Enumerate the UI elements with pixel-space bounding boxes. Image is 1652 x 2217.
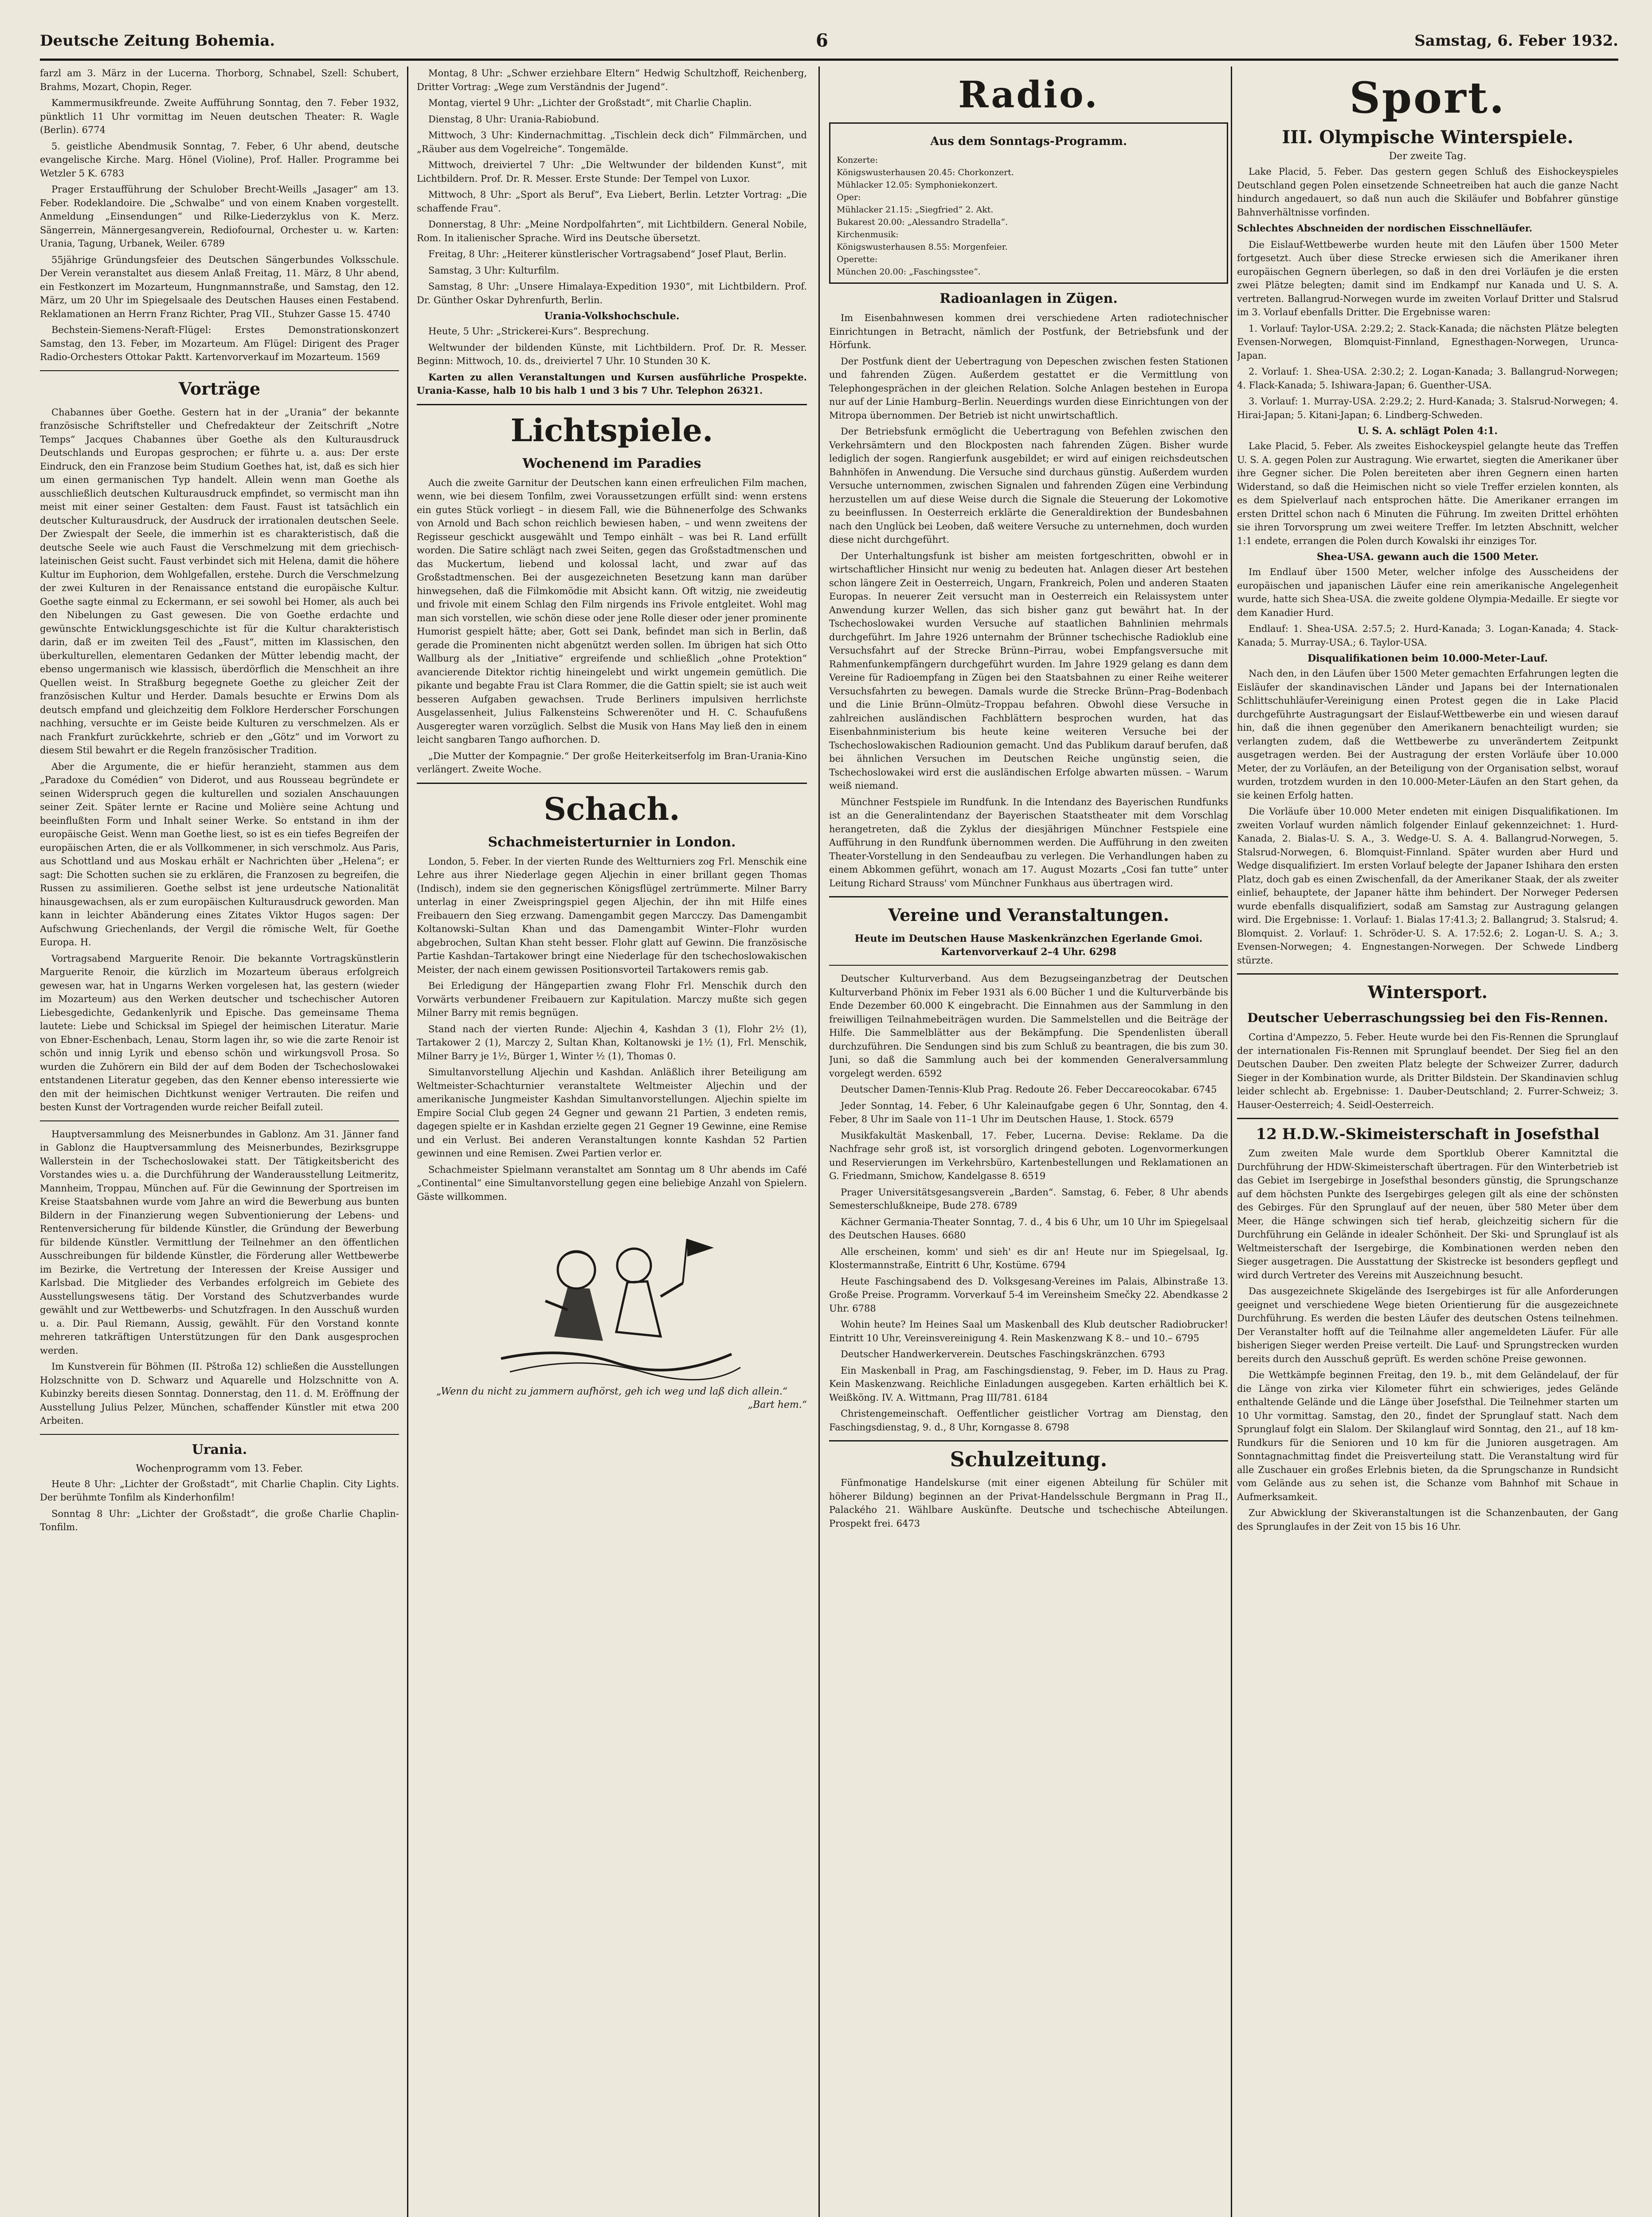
result-line: 3. Vorlauf: 1. Murray-USA. 2:29.2; 2. Hurd-Kanada; 3. Stalsrud-Norwegen; 4. Hirai-Japan; 5. Kitani-Japan; 6. Lindberg-Schweden.	[1237, 396, 1618, 420]
article-paragraph: Die Vorläufe über 10.000 Meter endeten mit einigen Disqualifikationen. Im zweiten Vorlauf wurden nämlich folgender Einlauf gekennzeichnet: 1. Hurd-Kanada, 2. Bialas-U. S. A., 3. Wedge-U. S. A. 4. Ballangrud-Norwegen, 5. Stalsrud-Norwegen, 6. Blomquist-Finnland. Später wurden aber Hurd und Wedge disqualifiziert. Im ersten Vorlauf belegte der Japaner Ishihara den ersten Platz, doch gab es einen Zwischenfall, da der Amerikaner Staak, der als zweiter einlief, behauptete, der Japaner hätte ihm behindert. Der Norweger Pedersen wurde ebenfalls disqualifiziert, sodaß am Samstag zur Austragung gelangen wird. Die Ergebnisse: 1. Vorlauf: 1. Bialas 17:41.3; 2. Ballangrud; 3. Stalsrud; 4. Blomquist. 2. Vorlauf: 1. Schröder-U. S. A. 17:52.6; 2. Logan-U. S. A.; 3. Evensen-Norwegen; 4. Engnestangen-Norwegen. Der Schwede Lindberg stürzte.	[1237, 806, 1618, 966]
newspaper-name: Deutsche Zeitung Bohemia.	[40, 32, 275, 50]
program-entry: Heute 8 Uhr: „Lichter der Großstadt“, mit Charlie Chaplin. City Lights. Der berühmte Tonfilm als Kinderhonfilm!	[40, 1478, 399, 1503]
notice: Kammermusikfreunde. Zweite Aufführung Sonntag, den 7. Feber 1932, pünktlich 11 Uhr vormittag im Neuen deutschen Theater: R. Wagle (Berlin). 6774	[40, 98, 399, 135]
notice: Ein Maskenball in Prag, am Faschingsdienstag, 9. Feber, im D. Haus zu Prag. Kein Maskenzwang. Reichliche Einladungen ausgegeben. Karten erhältlich bei K. Weißköng. IV. A. Wittmann, Prag III/781. 6184	[829, 1365, 1228, 1403]
wintersport-headline: Deutscher Ueberraschungssieg bei den Fis-Rennen.	[1247, 1011, 1608, 1025]
program-entry: Weltwunder der bildenden Künste, mit Lichtbildern. Prof. Dr. R. Messer. Beginn: Mittwoch, 10. ds., dreiviertel 7 Uhr. 10 Stunden 30 K.	[417, 342, 807, 366]
divider	[1237, 1118, 1618, 1119]
article-paragraph: Zur Abwicklung der Skiveranstaltungen ist die Schanzenbauten, der Gang des Sprunglaufes in der Zeit von 15 bis 16 Uhr.	[1237, 1508, 1618, 1532]
masthead	[40, 27, 1618, 61]
box-line: Bukarest 20.00: „Alessandro Stradella“.	[837, 217, 1008, 227]
column-rule	[407, 67, 408, 2217]
column-4	[1237, 67, 1618, 2217]
box-line: Mühlacker 12.05: Symphoniekonzert.	[837, 180, 998, 190]
notice: Deutscher Kulturverband. Aus dem Bezugseinganzbetrag der Deutschen Kulturverband Phönix im Feber 1931 als 6.00 Bücher 1 und die Kulturverbände bis Ende Dezember 60.000 K eingebracht. Die Einnahmen aus der Sammlung in den freiwilligen Teilnahmebeiträgen wurden. Die Sammelstellen und die Beiträge der Hilfe. Die Sammelblätter aus der Bekämpfung. Die Spendenlisten überall durchzuführen. Die Sendungen sind bis zum Schluß zu beantragen, die bis zum 30. Juni, so daß die Sammlung auch bei der kommenden Generalversammlung vorgelegt werden. 6592	[829, 973, 1228, 1079]
program-entry: Donnerstag, 8 Uhr: „Meine Nordpolfahrten“, mit Lichtbildern. General Nobile, Rom. In italienischer Sprache. Wird ins Deutsche übersetzt.	[417, 219, 807, 243]
program-entry: Samstag, 8 Uhr: „Unsere Himalaya-Expedition 1930“, mit Lichtbildern. Prof. Dr. Günther Oskar Dyhrenfurth, Berlin.	[417, 281, 807, 306]
subheading: U. S. A. schlägt Polen 4:1.	[1358, 425, 1498, 437]
article-paragraph: Lake Placid, 5. Feber. Das gestern gegen Schluß des Eishockeyspieles Deutschland gegen Polen einsetzende Schneetreiben hat auch die ganze Nacht hindurch angedauert, so daß nun auch die Skiläufer und Bobfahrer günstige Bahnverhältnisse vorfinden.	[1237, 166, 1618, 218]
article-paragraph: Der Postfunk dient der Uebertragung von Depeschen zwischen festen Stationen und fahrenden Zügen. Außerdem gestattet er die Vermittlung von Telephongesprächen in der gleichen Relation. Solche Anlagen bestehen in Europa nur auf der Linie Hamburg–Berlin. Neuerdings wurden diese Einrichtungen von der Mitropa übernommen. Der Betrieb ist nicht unwirtschaftlich.	[829, 356, 1228, 421]
subheading: Schlechtes Abschneiden der nordischen Eisschnelläufer.	[1237, 223, 1533, 234]
column-2	[417, 67, 807, 2217]
box-line: Oper:	[837, 192, 861, 202]
notice: Bechstein-Siemens-Neraft-Flügel: Erstes Demonstrationskonzert Samstag, den 13. Feber, im Mozarteum. Am Flügel: Dirigent des Prager Radio-Orchesters Ottokar Paktt. Kartenvorverkauf im Mozarteum. 1569	[40, 325, 399, 362]
program-entry: Freitag, 8 Uhr: „Heiterer künstlerischer Vortragsabend“ Josef Plaut, Berlin.	[428, 249, 787, 259]
radio-article-title: Radioanlagen in Zügen.	[940, 291, 1118, 306]
article-paragraph: Stand nach der vierten Runde: Aljechin 4, Kashdan 3 (1), Flohr 2½ (1), Tartakower 2 (1), Marczy 2, Sultan Khan, Koltanowski je 1½ (1), Frl. Menschik, Milner Barry je 1½, Bürger 1, Winter ½ (1), Thomas 0.	[417, 1023, 807, 1061]
radio-program-box	[829, 122, 1228, 284]
article-paragraph: Der Betriebsfunk ermöglicht die Uebertragung von Befehlen zwischen den Verkehrsämtern und den Blockposten nach fahrenden Zügen. Bisher wurde lediglich der sogen. Rangierfunk ausgebildet; er wird auf einigen reichsdeutschen Bahnhöfen in Anwendung. Die Versuche sind durchaus günstig. Außerdem wurden Versuche unternommen, zwischen Signalen und fahrenden Zügen eine Verbindung herzustellen um auf diese Weise durch die Signale die Steuerung der Lokomotive zu beeinflussen. In Oesterreich erklärte die Generaldirektion der Bundesbahnen nach den Unglück bei Leoben, daß weitere Versuche zu unternehmen, doch wurden diese nicht durchgeführt.	[829, 426, 1228, 545]
chess-headline: Schachmeisterturnier in London.	[488, 834, 736, 850]
section-title-schach: Schach.	[544, 790, 680, 827]
section-title-vortraege: Vorträge	[178, 378, 261, 399]
notice: Alle erscheinen, komm' und sieh' es dir an! Heute nur im Spiegelsaal, Ig. Klostermannstraße, Eintritt 6 Uhr, Kostüme. 6794	[829, 1246, 1228, 1270]
notice: 5. geistliche Abendmusik Sonntag, 7. Feber, 6 Uhr abend, deutsche evangelische Kirche. Marg. Hönel (Violine), Prof. Haller. Programme bei Wetzler 5 K. 6783	[40, 141, 399, 179]
box-line: Königswusterhausen 20.45: Chorkonzert.	[837, 168, 1014, 177]
article-paragraph: Lake Placid, 5. Feber. Als zweites Eishockeyspiel gelangte heute das Treffen U. S. A. gegen Polen zur Austragung. Wie erwartet, siegten die Amerikaner über ihre Gegner sicher. Die Polen bereiteten aber ihren Gegnern einen harten Widerstand, so daß die Heimischen nicht so viele Treffer erzielen konnten, als es dem Spielverlauf nach entsprochen hätte. Die Amerikaner errangen im ersten Drittel schon nach 6 Minuten die Führung. Im zweiten Drittel erhöhten sie ihren Torvorsprung um zwei weitere Treffer. Im letzten Abschnitt, welcher 1:1 endete, errangen die Polen durch Kowalski ihr einziges Tor.	[1237, 441, 1618, 546]
notice: farzl am 3. März in der Lucerna. Thorborg, Schnabel, Szell: Schubert, Brahms, Mozart, Chopin, Reger.	[40, 68, 399, 92]
article-paragraph: Vortragsabend Marguerite Renoir. Die bekannte Vortragskünstlerin Marguerite Renoir, die kürzlich im Mozarteum überaus erfolgreich gewesen war, hat in Ungarns Werken vorgelesen hat, las gestern (wieder im Mozarteum) aus den Werken deutscher und tschechischer Autoren Liebesgedichte, Gedankenlyrik und Epische. Das gemeinsame Thema lautete: Liebe und Schicksal im Spiegel der heimischen Literatur. Marie von Ebner-Eschenbach, Lenau, Storm lagen ihr, so wie die zarte Renoir ist schön und innig Lyrik und ebenso schön und wirkungsvoll Prosa. So wurden die Zuhörern ein Bild der auf dem Boden der Tschechoslowakei entstandenen Literatur gegeben, das den Kenner ebenso interessierte wie den mit der heimischen Dichtkunst weniger Vertrauten. Die reifen und besten Kunst der Vortragenden wurde reicher Beifall zuteil.	[40, 953, 399, 1112]
section-title-sport: Sport.	[1349, 73, 1506, 123]
notice: 55jährige Gründungsfeier des Deutschen Sängerbundes Volksschule. Der Verein veranstaltet aus diesem Anlaß Freitag, 11. März, 8 Uhr abend, ein Festkonzert im Mozarteum, Hungnmannstraße, und Samstag, den 12. März, um 20 Uhr im Spiegelsaale des Deutschen Hauses einen Festabend. Reklamationen an Herrn Franz Richter, Prag VII., Stuhzer Gasse 15. 4740	[40, 254, 399, 319]
program-entry: Mittwoch, dreiviertel 7 Uhr: „Die Weltwunder der bildenden Kunst“, mit Lichtbildern. Prof. Dr. R. Messer. Erste Stunde: Der Tempel von Luxor.	[417, 160, 807, 184]
subheading: Disqualifikationen beim 10.000-Meter-Lauf.	[1308, 653, 1548, 664]
urania-subtitle: Wochenprogramm vom 13. Feber.	[136, 1463, 303, 1474]
olympics-headline: III. Olympische Winterspiele.	[1282, 127, 1574, 148]
article-paragraph: Bei Erledigung der Hängepartien zwang Flohr Frl. Menschik durch den Vorwärts verbundener Freibauern zur Kapitulation. Marczy mußte sich gegen Milner Barry mit remis begnügen.	[417, 980, 807, 1018]
notice: Kächner Germania-Theater Sonntag, 7. d., 4 bis 6 Uhr, um 10 Uhr im Spiegelsaal des Deutschen Hauses. 6680	[829, 1216, 1228, 1241]
program-entry: Sonntag 8 Uhr: „Lichter der Großstadt“, die große Charlie Chaplin-Tonfilm.	[40, 1508, 399, 1532]
result-line: Endlauf: 1. Shea-USA. 2:57.5; 2. Hurd-Kanada; 3. Logan-Kanada; 4. Stack-Kanada; 5. Murray-USA.; 6. Taylor-USA.	[1237, 623, 1618, 648]
section-title-radio: Radio.	[958, 74, 1099, 116]
notice: Prager Erstaufführung der Schulober Brecht-Weills „Jasager“ am 13. Feber. Rodeklandoire. Die „Schwalbe“ und von einem Knaben vorgestellt. Anmeldung „Einsendungen“ und Rilke-Liederzyklus von K. Merz. Sängerrein, Männergesangverein, Rediofournal, Orchester u. w. Karten: Urania, Tagung, Urbanek, Weiler. 6789	[40, 184, 399, 249]
article-paragraph: Hauptversammlung des Meisnerbundes in Gablonz. Am 31. Jänner fand in Gablonz die Hauptversammlung des Meisnerbundes, Bezirksgruppe Wallerstein in der Tschechoslowakei statt. Der Tätigkeitsbericht des Vorstandes wies u. a. die Durchführung der Wanderausstellung Leitmeritz, Mannheim, Troppau, München auf. Für die Gewinnung der Sportreisen im Kreise Staatsbahnen wurde vom Jahre an wird die Bewerbung aus bunten Bildern in der Finanzierung wegen Subventionierung der Lebens- und Rentenversicherung für bildende Künstler, die Gründung der Bewerbung für bildende Künstler. Vermittlung der Teilnehmer an den öffentlichen Ausschreibungen für bildende Künstler, die Förderung aller Wettbewerbe im Bezirke, die Vertretung der Interessen der Kreise Aussiger und Karlsbad. Die Mitglieder des Verbandes erfolgreich im Gebiete des Ausstellungswesens tätig. Der Vorstand des Schutzverbandes wurde gewählt und zur Wettbewerbs- und Schutzfragen. In den Ausschuß wurden u. a. Dir. Paul Riemann, Aussig, gewählt. Für den Vorstand konnte mehreren tatkräftigen Unterstützungen für den Dank ausgesprochen werden.	[40, 1128, 399, 1356]
program-entry: Karten zu allen Veranstaltungen und Kursen ausführliche Prospekte. Urania-Kasse, halb 10 bis halb 1 und 3 bis 7 Uhr. Telephon 26321.	[417, 371, 807, 396]
divider	[40, 1434, 399, 1435]
article-paragraph: Die Wettkämpfe beginnen Freitag, den 19. b., mit dem Geländelauf, der für die Länge von zirka vier Kilometer führt ein schwieriges, jedes Gelände enthaltende Gelände und die Länge über Josefsthal. Die Teilnehmer starten um 10 Uhr vormittag. Samstag, den 20., findet der Sprunglauf statt. Nach dem Sprunglauf folgt ein Slalom. Der Skilanglauf wird Sonntag, den 21., auf 18 km-Rundkurs für die Senioren und 10 km für die Junioren ausgetragen. Am Sonntagnachmittag findet die Preisverteilung statt. Die Veranstaltung wird für alle Zuschauer ein großes Erlebnis bieten, da die Sprungschanze in Rundsicht vom Gelände aus zu sehen ist, die Schanze vom Bahnhof mit Schaue in Aufmerksamkeit.	[1237, 1370, 1618, 1502]
result-line: 2. Vorlauf: 1. Shea-USA. 2:30.2; 2. Logan-Kanada; 3. Ballangrud-Norwegen; 4. Flack-Kanada; 5. Ishiwara-Japan; 6. Guenther-USA.	[1237, 366, 1618, 391]
article-paragraph: Münchner Festspiele im Rundfunk. In die Intendanz des Bayerischen Rundfunks ist an die Generalintendanz der Bayerischen Staatstheater mit dem Vorschlag herangetreten, daß die Zyklus der diesjährigen Münchner Festspiele eine Aufführung in den Rundfunk übernommen werden. Die Aufführung in den zweiten Theater-Vorstellung in den Sendeaufbau zu verlegen. Die Verhandlungen haben zu einem Abkommen geführt, wonach am 17. August Mozarts „Cosi fan tutte“ unter Leitung Richard Strauss' vom Münchner Funkhaus aus übertragen wird.	[829, 796, 1228, 889]
divider	[1237, 973, 1618, 975]
column-1	[40, 67, 399, 2217]
divider	[417, 404, 807, 405]
article-paragraph: Schachmeister Spielmann veranstaltet am Sonntag um 8 Uhr abends im Café „Continental“ eine Simultanvorstellung gegen eine beliebige Anzahl von Spielern. Gäste willkommen.	[417, 1164, 807, 1202]
article-paragraph: Chabannes über Goethe. Gestern hat in der „Urania“ der bekannte französische Schriftsteller und Chefredakteur der Zeitschrift „Notre Temps“ Jacques Chabannes über Goethe als den Kulturausdruck Deutschlands und Europas gesprochen; er führte u. a. aus: Der erste Eindruck, den ein Franzose beim Studium Goethes hat, ist, daß es sich hier um einen germanischen Typ handelt. Allein wenn man Goethe als ausschließlich deutschen Kulturausdruck empfindet, so vermischt man ihn meist mit einer seiner Gestalten: dem Faust. Faust ist tatsächlich ein deutscher Kulturausdruck, der Ausdruck der irrationalen deutschen Seele. Der Zwiespalt der Seele, die immerhin ist es charakteristisch, daß die deutsche Seele wie auch Faust die Verschmelzung mit dem griechisch-lateinischen Geist sucht. Faust verbindet sich mit Helena, damit die höhere Kultur im Euphorion, dem Wohlgefallen, erstehe. Durch die Verschmelzung der zwei Kulturen in der Renaissance entstand die europäische Kultur. Goethe sagte einmal zu Eckermann, er sei sowohl bei Homer, als auch bei den Nibelungen zu Gast gewesen. Die von Goethe erdachte und gewünschte Entwicklungsgeschichte ist für die Kultur charakteristisch darin, daß er im zweiten Teil des „Faust“, mitten im Klassischen, den überkulturellen, elementaren Gedanken der Mütter lebendig macht, der ebenso ungermanisch wie klassisch, überdörflich die Menschheit an ihre Quellen weist. In Straßburg begegnete Goethe zu gleicher Zeit der französischen Kultur und Herder. Damals besuchte er Erwins Dom als deutsch empfand und gleichzeitig dem Folklore Herderscher Forschungen nachhing, versuchte er im Geiste beide Kulturen zu verschmelzen. Als er nach Frankfurt zurückkehrte, schrieb er den „Götz“ und im Vorwort zu diesem Stil bewahrt er die Regeln französischer Tradition.	[40, 407, 399, 756]
program-entry: Samstag, 3 Uhr: Kulturfilm.	[428, 265, 560, 276]
issue-date: Samstag, 6. Feber 1932.	[1414, 32, 1618, 50]
divider	[829, 965, 1228, 966]
article-paragraph: Im Endlauf über 1500 Meter, welcher infolge des Ausscheidens der europäischen und japanischen Läufer eine rein amerikanische Angelegenheit wurde, hatte sich Shea-USA. die zweite goldene Olympia-Medaille. Er siegte vor dem Kanadier Hurd.	[1237, 567, 1618, 618]
notice: Musikfakultät Maskenball, 17. Feber, Lucerna. Devise: Reklame. Da die Nachfrage sehr groß ist, ist vorsorglich dringend geboten. Logenvormerkungen und Reservierungen im Verkehrsbüro, Kartenbestellungen und Reklamationen an G. Friedmann, Smichow, Kandelgasse 8. 6519	[829, 1130, 1228, 1181]
section-title-urania: Urania.	[192, 1441, 247, 1457]
cartoon-caption: „Wenn du nicht zu jammern aufhörst, geh ich weg und laß dich allein.“	[436, 1386, 788, 1397]
olympics-subheadline: Der zweite Tag.	[1389, 151, 1467, 162]
box-line: München 20.00: „Faschingsstee“.	[837, 267, 981, 277]
notice: Wohin heute? Im Heines Saal um Maskenball des Klub deutscher Radiobrucker! Eintritt 10 Uhr, Vereinsvereinigung 4. Rein Maskenzwang K 8.– und 10.– 6795	[829, 1319, 1228, 1344]
article-paragraph: Zum zweiten Male wurde dem Sportklub Oberer Kamnitztal die Durchführung der HDW-Skimeisterschaft übertragen. Für den Winterbetrieb ist das Gebiet im Isergebirge in Josefsthal besonders günstig, die Sprungschanze auf dem höchsten Punkte des Isergebirges gelegen gilt als eine der schönsten des Gebirges. Für den Sprunglauf auf der neuen, über 580 Meter über dem Meer, die Hänge schwingen sich tief herab, gleichzeitig sichern für die Durchführung ein Gelände in idealer Schönheit. Der Ski- und Sprunglauf ist als Weltmeisterschaft der Isergebirge, die Kombinationen werden neben den Sieger ausgetragen. Die Ausstattung der Skistrecke ist besonders gepflegt und wird durch Vertreter des Vereins mit Auszeichnung besucht.	[1237, 1148, 1618, 1281]
article-paragraph: Im Kunstverein für Böhmen (II. Pštroßa 12) schließen die Ausstellungen Holzschnitte von D. Schwarz und Aquarelle und Holzschnitte von A. Kubinzky bereits diesen Sonntag. Donnerstag, den 11. d. M. Eröffnung der Ausstellung Julius Pelzer, München, schaffender Künstler mit etwa 200 Arbeiten.	[40, 1361, 399, 1426]
divider	[40, 370, 399, 371]
notice: Jeder Sonntag, 14. Feber, 6 Uhr Kaleinaufgabe gegen 6 Uhr, Sonntag, den 4. Feber, 8 Uhr im Saale von 11–1 Uhr im Deutschen Hause, 1. Stock. 6579	[829, 1100, 1228, 1124]
article-paragraph: Simultanvorstellung Aljechin und Kashdan. Anläßlich ihrer Beteiligung am Weltmeister-Schachturnier veranstaltete Weltmeister Aljechin und der amerikanische Jungmeister Kashdan Simultanvorstellungen. Aljechin spielte im Empire Social Club gegen 24 Gegner und gewann 21 Partien, 3 endeten remis, dagegen spielte er in Kashdan erzielte gegen 21 Gegner 19 Gewinne, eine Remise und ein Verlust. Bei anderen Veranstaltungen konnte Kashdan 52 Partien gewinnen und eine Remisen. Zwei Partien verlor er.	[417, 1067, 807, 1159]
article-paragraph: Das ausgezeichnete Skigelände des Isergebirges ist für alle Anforderungen geeignet und verschiedene Wege bieten Orientierung für die ausgezeichnete Durchführung. Es werden die besten Läufer des deutschen Ostens teilnehmen. Der Veranstalter hofft auf die Teilnahme aller angemeldeten Läufer. Für alle bisherigen Sieger werden Preise verteilt. Die Lauf- und Sprungstrecken wurden bereits durch den Ausschuß geprüft. Es werden schöne Preise gewonnen.	[1237, 1286, 1618, 1364]
radio-box-title: Aus dem Sonntags-Programm.	[930, 135, 1127, 148]
divider	[829, 1440, 1228, 1441]
film-title: Wochenend im Paradies	[522, 455, 701, 471]
hdw-headline: 12 H.D.W.-Skimeisterschaft in Josefsthal	[1256, 1125, 1600, 1143]
article-paragraph: London, 5. Feber. In der vierten Runde des Weltturniers zog Frl. Menschik eine Lehre aus ihrer Niederlage gegen Aljechin in einer brillant gegen Thomas (Indisch), indem sie den gegnerischen Königsflügel zertrümmerte. Milner Barry unterlag in einer Zweispringspiel gegen Aljechin, der ihn mit Hilfe eines Freibauern den Sieg erzwang. Damengambit gegen Marcczy. Das Damengambit Koltanowski–Sultan Khan und das Damengambit Winter–Flohr wurden abgebrochen, Sultan Khan steht besser. Flohr glatt auf Gewinn. Die französische Partie Kashdan–Tartakower bringt eine Niederlage für den tschechoslowakischen Meister, der nach einem gewissen Positionsvorteil Tartakowers remis gab.	[417, 856, 807, 975]
program-entry: Montag, viertel 9 Uhr: „Lichter der Großstadt“, mit Charlie Chaplin.	[428, 98, 752, 108]
cartoon-credit: „Bart hem.“	[748, 1399, 807, 1410]
section-title-schulzeitung: Schulzeitung.	[950, 1447, 1108, 1471]
program-entry: Dienstag, 8 Uhr: Urania-Rabiobund.	[428, 114, 599, 125]
section-title-vereine: Vereine und Veranstaltungen.	[888, 905, 1169, 925]
subheading: Shea-USA. gewann auch die 1500 Meter.	[1316, 551, 1539, 563]
divider	[417, 783, 807, 784]
cartoon-illustration	[474, 1212, 749, 1381]
subheading: Urania-Volkshochschule.	[544, 310, 680, 322]
box-line: Operette:	[837, 255, 878, 264]
article-paragraph: Der Unterhaltungsfunk ist bisher am meisten fortgeschritten, obwohl er in wirtschaftlicher Hinsicht nur wenig zu bedeuten hat. Anlagen dieser Art bestehen schon längere Zeit in Oesterreich, Ungarn, Frankreich, Polen und anderen Staaten Europas. In neuerer Zeit versucht man in Oesterreich ein Relaissystem unter Anwendung kurzer Wellen, das sich bisher ganz gut bewährt hat. In der Tschechoslowakei wurden Versuche auf staatlichen Bahnlinien mehrmals durchgeführt. Im Jahre 1926 unternahm der Brünner tschechische Radioklub eine Versuchsfahrt auf der Strecke Brünn–Pirrau, wobei Empfangsversuche mit Rahmenfunkempfängern durchgeführt wurden. Im Jahre 1929 gelang es dann dem Vereine für Radioempfang in Zügen bei den Staatsbahnen zu einer Reihe weiterer Versuchsfahrten zu bewegen. Damals wurde die Strecke Brünn–Prag–Bodenbach und die Linie Brünn–Olmütz–Troppau befahren. Obwohl diese Versuche in zahlreichen ausländischen Fachblättern besprochen wurden, hat das Eisenbahnministerium bis heute keine weiteren Versuche bei der Tschechoslowakischen Radiounion gemacht. Und das Publikum darauf berufen, daß bei ähnlichen Versuchen im Deutschen Reiche ungünstig seien, die Tschechoslowakei wird erst die ausländischen Erfolge abwarten müssen. – Warum weiß niemand.	[829, 550, 1228, 791]
program-entry: Montag, 8 Uhr: „Schwer erziehbare Eltern“ Hedwig Schultzhoff, Reichenberg, Dritter Vortrag: „Wege zum Verständnis der Jugend“.	[417, 68, 807, 92]
divider	[829, 896, 1228, 897]
article-paragraph: Im Eisenbahnwesen kommen drei verschiedene Arten radiotechnischer Einrichtungen in Betracht, nämlich der Postfunk, der Betriebsfunk und der Hörfunk.	[829, 313, 1228, 350]
article-paragraph: Cortina d'Ampezzo, 5. Feber. Heute wurde bei den Fis-Rennen die Sprunglauf der internationalen Fis-Rennen mit Sprunglauf beendet. Der Sieg fiel an den Deutschen Dauber. Den zweiten Platz belegte der Schweizer Zurrer, dadurch Sieger in der Kombination wurde, als Dritter Bildstein. Der Skandinavien schlug leider schlecht ab. Ergebnisse: 1. Dauber-Deutschland; 2. Furrer-Schweiz; 3. Hauser-Oesterreich; 4. Seidl-Oesterreich.	[1237, 1032, 1618, 1110]
article-paragraph: Auch die zweite Garnitur der Deutschen kann einen erfreulichen Film machen, wenn, wie bei diesem Tonfilm, zwei Voraussetzungen erfüllt sind: wenn erstens ein gutes Stück vorliegt – in diesem Fall, wie die Bühnenerfolge des Schwanks von Arnold und Bach schon reichlich bewiesen haben, – und wenn zweitens der Regisseur geschickt ausgewählt und Tempo einhält – was bei R. Land erfüllt worden. Die Satire schlägt nach zwei Seiten, gegen das Großstadtmenschen und das Muckertum, liebend und kolossal lacht, und zwar auf das Großstadtmenschen. Bei der ausgezeichneten Besetzung kann man darüber hinwegsehen, daß die Filmkomödie mit Absicht kann. Oft witzig, nie zweideutig und frivole mit einem Schlag den Film nirgends ins Frivole entgleitet. Wohl mag man sich vorstellen, wie schön diese oder jene Rolle dieser oder jener prominente Humorist gespielt hätte; aber, Gott sei Dank, befindet man sich in Berlin, daß gerade die Prominenten nicht abgenützt werden sollen. Im übrigen hat sich Otto Wallburg als der „Initiative“ ergreifende und schließlich „ohne Protektion“ avancierende Ditektor richtig hineingelebt und wirkt ungemein gemütlich. Die pikante und begabte Frau ist Clara Rommer, die die Gattin spielt; sie ist auch weit besseren Aufgaben gewachsen. Trude Berliners impulsiven herrlichste Ausgelassenheit, Julius Falkensteins Schwerenöter und H. C. Schaufußens Ausgeregter waren vorzüglich. Selbst die Musik von Hans May ließ den in einem leicht sangbaren Tango aufhorchen. D.	[417, 477, 807, 745]
notice: Deutscher Handwerkerverein. Deutsches Faschingskränzchen. 6793	[841, 1349, 1165, 1359]
column-rule	[1231, 67, 1232, 2217]
program-entry: Heute, 5 Uhr: „Strickerei-Kurs“. Besprechung.	[428, 326, 649, 337]
article-paragraph: Nach den, in den Läufen über 1500 Meter gemachten Erfahrungen legten die Eisläufer der skandinavischen Länder und Japans bei der Internationalen Schlittschuhläufer-Vereinigung einen Protest gegen die in Lake Placid durchgeführte Austragungsart der Eislauf-Wettbewerbe ein und wiesen darauf hin, daß die ihnen gegenüber den Amerikanern benachteiligt wurden; sie verlangten zudem, daß die Wettbewerbe zu unverändertem Zeitpunkt ausgetragen werden. Bei der Austragung der ersten Vorläufe über 10.000 Meter, der zu Vorläufen, an der Beteiligung von der Organisation selbst, worauf wurden, trotzdem wurden in den 10.000-Meter-Läufen an den Start gehen, da sie keinen Erfolg hatten.	[1237, 668, 1618, 801]
notice: Fünfmonatige Handelskurse (mit einer eigenen Abteilung für Schüler mit höherer Bildung) beginnen an der Privat-Handelsschule Bergmann in Prag II., Palackého 21. Wählbare Auskünfte. Deutsche und tschechische Abteilungen. Prospekt frei. 6473	[829, 1477, 1228, 1529]
column-rule	[818, 67, 820, 2217]
divider	[40, 1120, 399, 1121]
box-line: Konzerte:	[837, 155, 878, 165]
notice: Prager Universitätsgesangsverein „Barden“. Samstag, 6. Feber, 8 Uhr abends Semesterschlußkneipe, Bude 278. 6789	[829, 1187, 1228, 1211]
notice: Heute Faschingsabend des D. Volksgesang-Vereines im Palais, Albinstraße 13. Große Preise. Programm. Vorverkauf 5-4 im Vereinsheim Smečky 22. Abendkasse 2 Uhr. 6788	[829, 1276, 1228, 1314]
page-number: 6	[816, 30, 828, 51]
box-line: Königswusterhausen 8.55: Morgenfeier.	[837, 242, 1008, 252]
article-paragraph: Aber die Argumente, die er hiefür heranzieht, stammen aus dem „Paradoxe du Comédien“ von Diderot, und aus Rousseau begründete er seinen Widerspruch gegen die kulturellen und sozialen Anschauungen seiner Zeit. Später lernte er Racine und Molière seine Achtung und beeinflußten Form und Inhalt seiner Werke. So entstand in ihm der europäische Geist. Wenn man Goethe liest, so ist es ein tiefes Begreifen der europäischen Arten, die er als Vollkommener, in sich verschmolz. Aus Paris, aus Schottland und aus Moskau erhält er Nachrichten über „Helena“; er sagt: Die Schotten suchen sie zu erklären, die Franzosen zu begreifen, die Russen zu assimilieren. Goethe selbst ist jene urdeutsche Nationalität hinausgewachsen, als er zum europäischen Kulturausdruck geworden. Man kann in leichter Abänderung eines Zitates Viktor Hugos sagen: Der Aufschwung Griechenlands, der Vergil die römische Welt, für Goethe Europa. H.	[40, 761, 399, 948]
notice: Christengemeinschaft. Oeffentlicher geistlicher Vortrag am Dienstag, den Faschingsdienstag, 9. d., 8 Uhr, Korngasse 8. 6798	[829, 1408, 1228, 1433]
notice: Deutscher Damen-Tennis-Klub Prag. Redoute 26. Feber Deccareocokabar. 6745	[841, 1084, 1217, 1095]
result-line: 1. Vorlauf: Taylor-USA. 2:29.2; 2. Stack-Kanada; die nächsten Plätze belegten Evensen-Norwegen, Blomquist-Finnland, Egnesthagen-Norwegen, Urunca-Japan.	[1237, 323, 1618, 361]
box-line: Mühlacker 21.15: „Siegfried“ 2. Akt.	[837, 205, 994, 215]
box-line: Kirchenmusik:	[837, 230, 899, 239]
article-paragraph: Die Eislauf-Wettbewerbe wurden heute mit den Läufen über 1500 Meter fortgesetzt. Auch über diese Strecke erwiesen sich die Amerikaner ihren europäischen Gegnern überlegen, so daß in den drei Vorläufen je die ersten zwei Plätze belegten; damit sind im Endkampf nur Kanada und U. S. A. vertreten. Ballangrud-Norwegen wurde im zweiten Vorlauf Dritter und Stalsrud im 3. Vorlauf ebenfalls Dritter. Die Ergebnisse waren:	[1237, 239, 1618, 317]
column-3	[829, 67, 1228, 2217]
event-highlight: Heute im Deutschen Hause Maskenkränzchen Egerlande Gmoi. Kartenvorverkauf 2–4 Uhr. 6298	[854, 933, 1203, 958]
article-paragraph: „Die Mutter der Kompagnie.“ Der große Heiterkeitserfolg im Bran-Urania-Kino verlängert. Zweite Woche.	[417, 750, 807, 775]
section-title-wintersport: Wintersport.	[1368, 982, 1488, 1002]
program-entry: Mittwoch, 8 Uhr: „Sport als Beruf“, Eva Liebert, Berlin. Letzter Vortrag: „Die schaffende Frau“.	[417, 189, 807, 214]
section-title-lichtspiele: Lichtspiele.	[510, 411, 713, 449]
program-entry: Mittwoch, 3 Uhr: Kindernachmittag. „Tischlein deck dich“ Filmmärchen, und „Räuber aus dem Vogelreiche“. Tongemälde.	[417, 130, 807, 154]
